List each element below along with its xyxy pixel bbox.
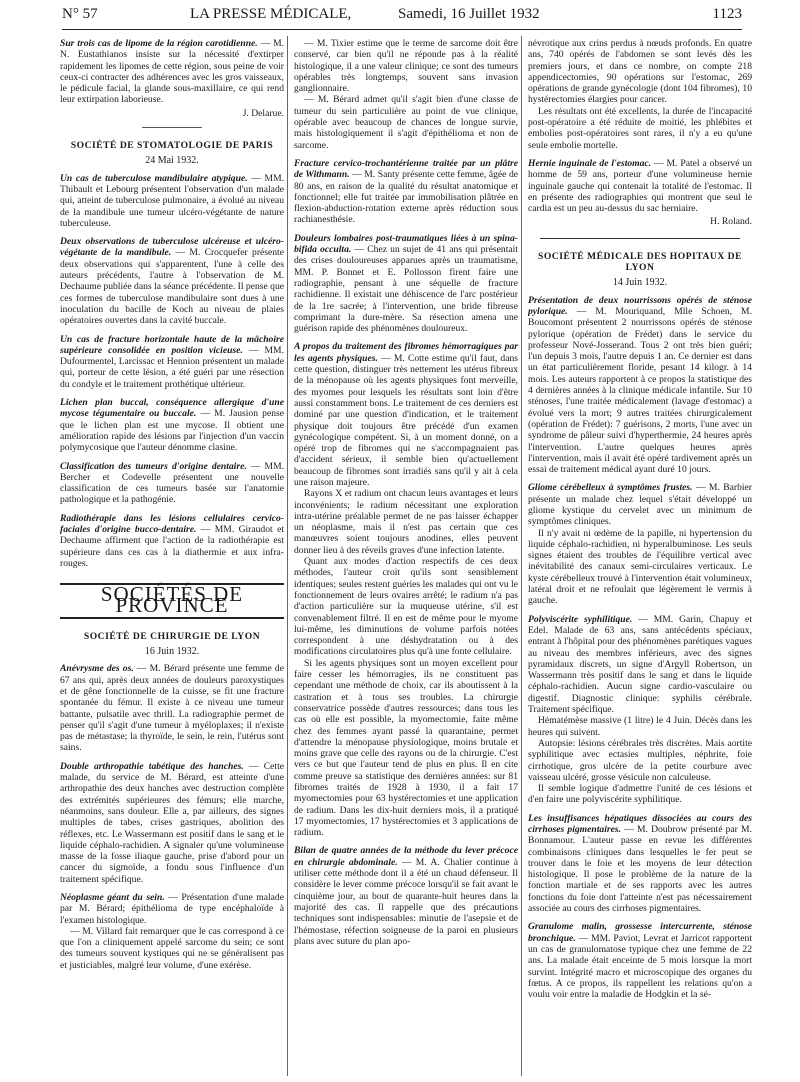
- article-text: — MM. Bercher et Codevelle présentent une nouvelle classification de ces tumeurs basée sur l'anatomie pathologique et la pathogénie.: [60, 460, 284, 506]
- col2-articles: [294, 158, 518, 947]
- article-text: — MM. Paviot, Levrat et Jarricot rapportent un cas de granulomatose typique chez une femme de 22 ans. La malade était enceinte de 5 mois lorsque la mort survint. Intégrité macro et microscopique des organes du fœtus. A ce propos, ils rappellent les relations qu'on a voulu voir entre la maladie de Hodgkin et la sé-: [528, 932, 752, 1001]
- article-title: Double arthropathie tabétique des hanches.: [60, 760, 244, 772]
- article-text: — M. Patel a observé un homme de 59 ans, porteur d'une volumineuse hernie inguinale gauche qui contenait la totalité de l'estomac. Il en présente des radiographies qui montrent que seul le cardia est un peu au-dessus du sac herniaire.: [528, 157, 752, 215]
- society-heading: SOCIÉTÉ MÉDICALE DES HOPITAUX DE LYON: [537, 250, 742, 274]
- article: [528, 482, 752, 606]
- signature: J. Delarue.: [242, 107, 284, 119]
- session-date: 14 Juin 1932.: [612, 277, 668, 289]
- column-divider: [287, 36, 288, 1076]
- header-rule: [62, 29, 742, 30]
- signature: H. Roland.: [710, 216, 752, 228]
- article-title: Fracture cervico-trochantérienne traitée par un plâtre de Withmann.: [294, 157, 518, 181]
- column-1: [60, 38, 284, 1078]
- paragraph: névrotique aux crins perdus à nœuds profonds. En quatre ans, 740 opérés de l'abdomen se sont levés dès les premiers jours, et dans ce nombre, on compte 218 appendicectomies, 90 opérations sur l'estomac, 269 opérations de grande gynécologie (dont 104 fibromes), 10 hystérectomies élargies pour cancer.: [528, 38, 752, 106]
- article-title: Douleurs lombaires post-traumatiques liées à un spina-bifida occulta.: [294, 232, 518, 256]
- separator: [142, 127, 202, 128]
- discussion: [294, 38, 518, 151]
- article-title: Hernie inguinale de l'estomac.: [528, 157, 652, 169]
- article: [60, 761, 284, 885]
- article-title: Radiothérapie dans les lésions cellulaires cervico-faciales d'origine bucco-dentaire.: [60, 512, 284, 535]
- paragraph: Autopsie: lésions cérébrales très discrètes. Mais aortite syphilitique avec ectasies multiples, néphrite, foie cirrhotique, gros ulcère de la petite courbure avec vaisseau ulcéré, grosse vésicule non calculeuse.: [528, 737, 752, 783]
- issue-number: N° 57: [62, 6, 98, 22]
- article-text: — M. Doubrow présenté par M. Bonnamour. L'auteur passe en revue les différentes combinaisons cliniques dans lesquelles le fer peut se trouver dans le foie et les moyens de leur détection histologique. Il pose le problème de la nature de la fonction martiale et de ses rapports avec les autres fonctions du foie dont l'atteinte n'est pas nécessairement associée au cours des cirrhoses pigmentaires.: [528, 824, 752, 915]
- article-title: Polyviscérite syphilitique.: [528, 613, 633, 625]
- article: [60, 334, 284, 390]
- column-3: [528, 38, 752, 1078]
- session-date: 16 Juin 1932.: [144, 646, 200, 658]
- article-hernie: [528, 158, 752, 228]
- separator: [540, 238, 740, 239]
- article: [528, 295, 752, 476]
- paragraph: — M. Tixier estime que le terme de sarcome doit être conservé, car bien qu'il ne réponde pas à la réalité histologique, il a une valeur clinique; ce sont des tumeurs opérables très longtemps, souvent sans invasion ganglionnaire.: [294, 38, 518, 95]
- article-text: — MM. Garin, Chapuy et Edel. Malade de 63 ans, sans antécédents spéciaux, entrant à l'hôpital pour des phénomènes parétiques vagues au niveau des membres inférieurs, avec des signes pyramidaux discrets, un signe d'Argyll Robertson, un Wassermann très positif dans le sang et dans le liquide céphalo-rachidien. Aucun signe cardio-vasculaire ou digestif. Diagnostic clinique: syphilis cérébrale. Traitement spécifique.: [528, 613, 752, 716]
- article-text: — MM. Giraudot et Dechaume affirment que l'action de la radiothérapie est supérieure dans ces cas à la diathermie et aux infra-rouges.: [60, 523, 284, 569]
- article-text: — MM. Dufourmentel, Larcissac et Hennion présentent un malade qui, porteur de cette lésion, a été guéri par une résection du condyle et le traitement prothétique ultérieur.: [60, 344, 284, 390]
- paragraph: — M. Villard fait remarquer que le cas correspond à ce que l'on a cliniquement appelé sarcome du sein; ce sont des tumeurs souvent kystiques qui ne se généralisent pas et justiciables, malgré leur volume, d'une exérèse.: [60, 925, 284, 971]
- article-lipome: [60, 38, 284, 119]
- article: [60, 173, 284, 229]
- article: [60, 397, 284, 453]
- article: [60, 663, 284, 753]
- article: [60, 513, 284, 569]
- session-date: 24 Mai 1932.: [145, 155, 199, 167]
- article-text: — M. Jausion pense que le lichen plan est une mycose. Il obtient une amélioration rapide des lésions par l'injection d'un vaccin polymycosique que l'auteur dénomme clasine.: [60, 408, 284, 454]
- article: [60, 461, 284, 506]
- article-text: — Chez un sujet de 41 ans qui présentait des crises douloureuses apparues après un traumatisme, MM. P. Bonnet et E. Pollosson firent faire une radiographie, pensant à une séquelle de fracture rachidienne. Il existait une déhiscence de l'arc postérieur de la 1re sacrée; à l'intervention, une bride fibreuse comprimant la dure-mère. Sa résection amena une guérison rapide des phénomènes douloureux.: [294, 244, 518, 335]
- article-title: Anévrysme des os.: [60, 663, 134, 675]
- section-banner: SOCIÉTÉS DE PROVINCE: [60, 583, 284, 619]
- article-text: — M. N. Eustathianos insiste sur la nécessité d'extirper rapidement les lipomes de cette région, sous peine de voir ceux-ci contracter des adhérences avec les gros vaisseaux, le pédicule facial, la glande sous-maxillaire, ce qui rend leur extirpation laborieuse.: [60, 38, 284, 106]
- paragraph: Hématémèse massive (1 litre) le 4 Juin. Décès dans les heures qui suivent.: [528, 715, 752, 738]
- article: [60, 892, 284, 971]
- article-title: Un cas de fracture horizontale haute de la mâchoire supérieure consolidée en position vicieuse.: [60, 333, 284, 356]
- society-heading: SOCIÉTÉ DE STOMATOLOGIE DE PARIS: [70, 140, 274, 152]
- article-text: — M. Santy présente cette femme, âgée de 80 ans, en raison de la qualité du résultat anatomique et fonctionnel; elle fut traitée par immobilisation plâtrée en flexion-abduction-rotation externe après réduction sous rachianesthésie.: [294, 169, 518, 226]
- article-title: Bilan de quatre années de la méthode du lever précoce en chirurgie abdominale.: [294, 845, 518, 868]
- article-text: — Présentation d'une malade par M. Bérard; épithélioma de type encéphaloïde à l'examen histologique.: [60, 892, 284, 926]
- continuation: [528, 38, 752, 151]
- article-title: A propos du traitement des fibromes hémorragiques par les agents physiques.: [294, 341, 518, 364]
- paragraph: Quant aux modes d'action respectifs de ces deux méthodes, l'auteur croit qu'ils sont sensiblement identiques; seules restent guéries les malades qui ont vu le fonctionnement de leurs ovaires arrêté; le radium n'a pas d'action particulière sur la muqueuse utérine, s'il est convenablement filtré. Il en est de même pour le myome lui-même, les diminutions de volume parfois notées correspondent à une déshydratation ou à des modifications circulatoires plus qu'à une fonte cellulaire.: [294, 556, 518, 658]
- society-heading: SOCIÉTÉ DE CHIRURGIE DE LYON: [83, 630, 261, 642]
- article: [528, 813, 752, 915]
- article-title: Lichen plan buccal, conséquence allergique d'une mycose tégumentaire ou buccale.: [60, 397, 284, 420]
- article-text: — M. Cotte estime qu'il faut, dans cette question, distinguer très nettement les utérus fibreux de la ménopause où les agents physiques font merveille, des myomes pour lesquels les résultats sont loin d'être aussi constamment bons. Le traitement de ces derniers est dominé par une question d'indication, et le traitement physique doit toujours être précédé d'un examen gynécologique compétent. Si, à un moment donné, on a opéré trop de fibromes qui ne s'accompagnaient pas d'accident sérieux, il semble bien qu'actuellement beaucoup de fibromes sont irradiés sans qu'il y ait à cela une raison majeure.: [294, 352, 518, 488]
- column-divider: [521, 36, 522, 1076]
- article-text: — M. Bérard présente une femme de 67 ans qui, après deux années de douleurs paroxystiques et de gêne fonctionnelle de la cuisse, se fit une fracture spontanée du fémur. Il existe à ce niveau une tumeur battante, pulsatile avec thrill. La radiographie permet de penser qu'il s'agit d'une tumeur à myéloplaxes; il n'existe pas de métastase; la thyroïde, le sein, le rein, l'utérus sont sains.: [60, 663, 284, 754]
- article-text: — M. Crocquefer présente deux observations qui s'apparentent, l'une à celle des auteurs précédents, l'autre à l'observation de M. Dechaume publiée dans la séance précédente. Il pense que ces formes de tuberculose mandibulaire sont dues à une inoculation du bacille de Koch au niveau de plaies opératoires ouvertes dans la cavité buccale.: [60, 247, 284, 327]
- article: [294, 341, 518, 838]
- article: [60, 236, 284, 326]
- article: [294, 233, 518, 335]
- paragraph: Il semble logique d'admettre l'unité de ces lésions et d'en faire une polyviscérite syphilitique.: [528, 783, 752, 806]
- article: [294, 845, 518, 947]
- article-title: Sur trois cas de lipome de la région carotidienne.: [60, 38, 258, 49]
- article-title: Gliome cérébelleux à symptômes frustes.: [528, 482, 693, 494]
- issue-date: Samedi, 16 Juillet 1932: [398, 6, 540, 22]
- article-text: — M. Barbier présente un malade chez lequel s'était développé un gliome kystique du cervelet avec un minimum de symptômes cliniques.: [528, 482, 752, 528]
- stomato-articles: [60, 173, 284, 570]
- paragraph: Si les agents physiques sont un moyen excellent pour faire cesser les hémorragies, ils ne constituent pas cependant une méthode de choix, car ils aboutissent à la castration et à tous ses troubles. La chirurgie conservatrice possède d'autres ressources; dans tous les cas où elle est possible, la myomectomie, faite même chez des femmes ayant passé la quarantaine, permet d'attendre la ménopause physiologique, moins brutale et moins grave que celle des rayons ou de la chirurgie. C'est vers ce but que l'auteur tend de plus en plus. Il en cite comme preuve sa statistique des dernières années: sur 81 fibromes traités de 1928 à 1930, il a fait 17 myomectomies pour 63 hystérectomies et une application de radium. Dans les dix-huit derniers mois, il a pratiqué 17 myomectomies, 17 hystérectomies et 3 applications de radium.: [294, 657, 518, 839]
- paragraph: Les résultats ont été excellents, la durée de l'incapacité post-opératoire a été réduite de moitié, les phlébites et embolies post-opératoires sont rares, il n'y a eu qu'une seule embolie mortelle.: [528, 105, 752, 151]
- article-text: — MM. Thibault et Lebourg présentent l'observation d'un malade qui, atteint de tuberculose pulmonaire, a évolué au niveau de la mandibule une tumeur ulcéro-végétante de nature tuberculeuse.: [60, 172, 284, 229]
- lyon-chir-articles: [60, 663, 284, 971]
- journal-title: LA PRESSE MÉDICALE,: [190, 6, 352, 22]
- paragraph: Il n'y avait ni œdème de la papille, ni hypertension du liquide céphalo-rachidien, ni hyperalbuminose. Les seuls signes étaient des troubles de l'équilibre vertical avec inévitabilité des canaux semi-circulaires verticaux. Le kyste cérébelleux trouvé à l'intervention était volumineux, latéral droit et ne refoulait que légèrement le vermis à gauche.: [528, 527, 752, 607]
- page-number: 1123: [712, 6, 742, 22]
- article-text: — M. Mouriquand, Mlle Schoen, M. Boucomont présentent 2 nourrissons opérés de sténose pylorique (opération de Frédet) dans le service du professeur Nové-Josserand. Tous 2 ont très bien guéri; l'un depuis 3 mois, l'autre depuis 1 an. Ce dernier est dans un état particulièrement floride, pesant 14 kilogr. à 14 mois. Les auteurs rapportent à ce propos la statistique des 4 dernières années à la clinique médicale infantile. Sur 10 sténoses, l'une traitée médicalement (lavage d'estomac) a évolué vers la mort; 9 autres traitées chirurgicalement (opération de Frédet): 7 guérisons, 2 morts, l'une avec un syndrome de pâleur suivi d'hyperthermie, 24 heures après l'intervention. L'autre quelques heures après l'intervention, mais il avait été opéré tardivement après un essai de traitement médical ayant duré 10 jours.: [528, 305, 752, 476]
- page-header: [62, 4, 742, 26]
- article: [528, 921, 752, 1000]
- article-title: Classification des tumeurs d'origine dentaire.: [60, 460, 247, 472]
- article-title: Les insuffisances hépatiques dissociées au cours des cirrhoses pigmentaires.: [528, 812, 752, 835]
- article-title: Présentation de deux nourrissons opérés de sténose pylorique.: [528, 294, 752, 317]
- article-title: Un cas de tuberculose mandibulaire atypique.: [60, 172, 248, 184]
- article-title: Néoplasme géant du sein.: [60, 892, 165, 903]
- article-text: — Cette malade, du service de M. Bérard, est atteinte d'une arthropathie des deux hanches avec destruction complète des extrémités supérieures des fémurs; elle marche, néanmoins, sans douleur. Elle a, par ailleurs, des signes multiples de tabes, crises gastriques, abolition des réflexes, etc. Le Wassermann est positif dans le sang et le liquide céphalo-rachidien. A signaler qu'une volumineuse masse de la fosse iliaque gauche, prise d'abord pour un cancer du sigmoïde, a fondu sous l'influence d'un traitement spécifique.: [60, 760, 284, 885]
- article-title: Deux observations de tuberculose ulcéreuse et ulcéro-végétante de la mandibule.: [60, 236, 284, 259]
- column-2: [294, 38, 518, 1078]
- paragraph: Rayons X et radium ont chacun leurs avantages et leurs inconvénients; le radium nécessitant une exploration intra-utérine préalable permet de ne pas laisser échapper un néoplasme, mais il n'est pas certain que ces manœuvres soient toujours anodines, elles peuvent donner lieu à des réveils graves d'une infection latente.: [294, 488, 518, 556]
- paragraph: — M. Bérard admet qu'il s'agit bien d'une classe de tumeur du sein particulière au point de vue clinique, opérable avec beaucoup de chances de longue survie, mais histologiquement il s'agit d'épithélioma et non de sarcome.: [294, 94, 518, 151]
- article-text: — M. A. Chalier continue à utiliser cette méthode dont il a été un chaud défenseur. Il considère le lever comme précoce lorsqu'il se fait avant le cinquième jour, au bout de quarante-huit heures dans la majorité des cas. Il rappelle que des précautions techniques sont indispensables: minutie de l'asepsie et de l'hémostase, réfection soigneuse de la paroi en plusieurs plans avec suture du plan apo-: [294, 856, 518, 947]
- article: [294, 158, 518, 226]
- lyon-med-articles: [528, 295, 752, 1001]
- article-title: Granulome malin, grossesse intercurrente, sténose bronchique.: [528, 921, 752, 944]
- article: [528, 614, 752, 806]
